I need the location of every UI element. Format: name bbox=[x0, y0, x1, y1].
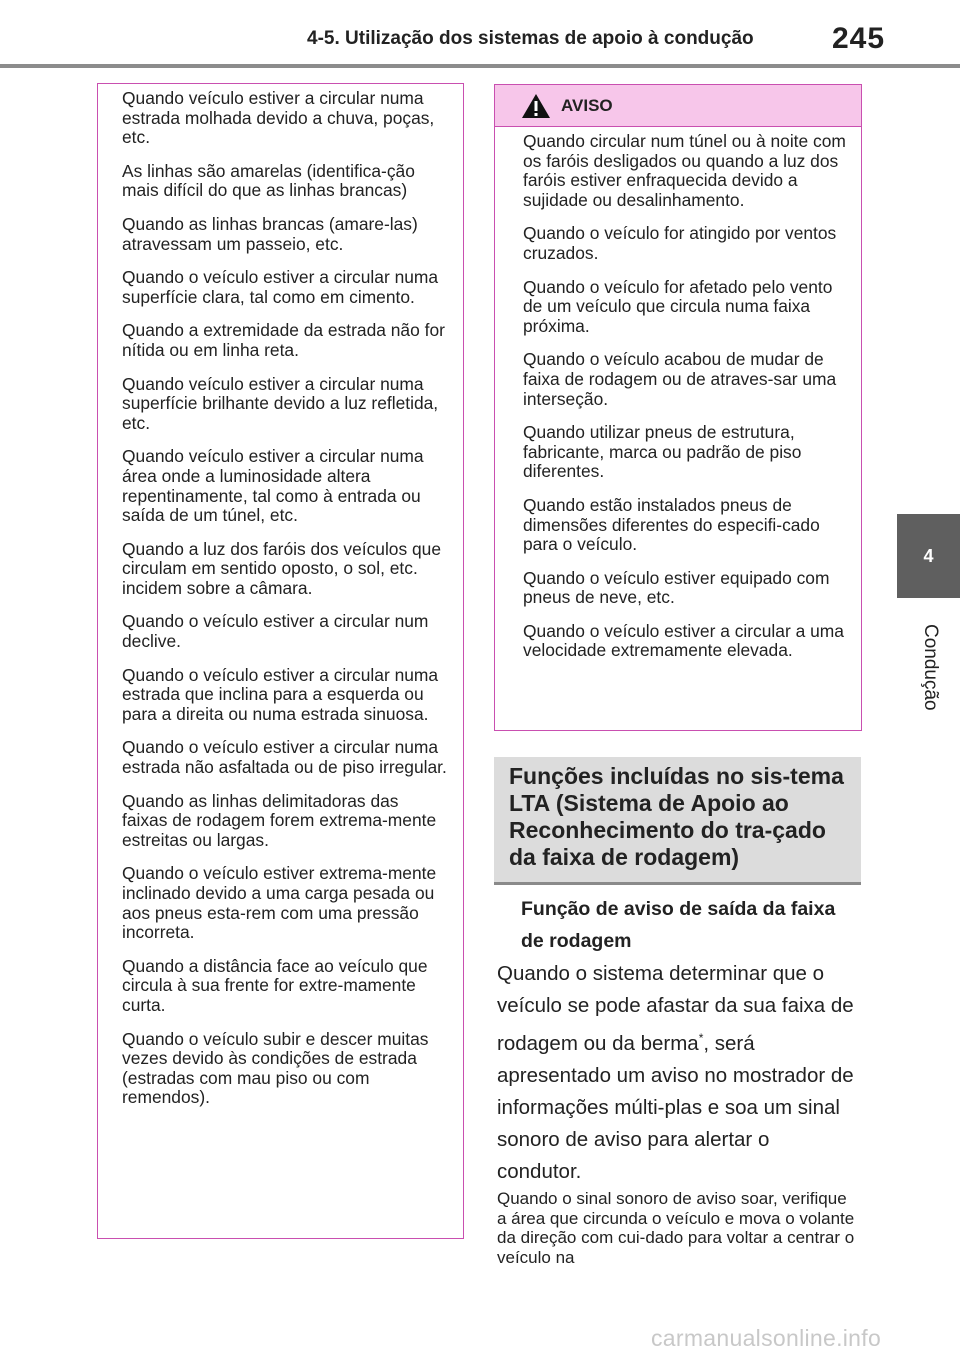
footnote-mark: * bbox=[698, 1031, 704, 1045]
warning-item: Quando utilizar pneus de estrutura, fabricante, marca ou padrão de piso diferentes. bbox=[523, 422, 802, 482]
warning-item: Quando estão instalados pneus de dimensões diferentes do especifi-cado para o veículo. bbox=[523, 494, 820, 555]
warning-box bbox=[494, 84, 862, 731]
watermark: carmanualsonline.info bbox=[651, 1325, 882, 1351]
condition-item: Quando veículo estiver a circular numa estrada molhada devido a chuva, poças, etc. bbox=[122, 88, 435, 148]
warning-header bbox=[495, 85, 861, 127]
condition-item: Quando o veículo estiver extrema-mente inclinado devido a uma carga pesada ou aos pneus esta-rem com uma pressão incorreta. bbox=[122, 863, 437, 943]
chapter-number: 4 bbox=[923, 545, 934, 566]
body-text-part1: Quando o sistema determinar que o veículo se pode afastar da sua faixa de rodagem ou da berma bbox=[497, 962, 854, 1055]
condition-item: Quando o veículo estiver a circular numa estrada não asfaltada ou de piso irregular. bbox=[122, 737, 447, 778]
header-divider bbox=[0, 64, 960, 68]
body-paragraph bbox=[497, 958, 857, 1188]
chapter-label: Condução bbox=[920, 623, 941, 711]
condition-item: Quando o veículo estiver a circular numa estrada que inclina para a esquerda ou para a direita ou numa estrada sinuosa. bbox=[122, 664, 439, 724]
header-title: 4-5. Utilização dos sistemas de apoio à condução bbox=[307, 28, 754, 49]
chapter-tab bbox=[897, 514, 960, 598]
condition-item: Quando as linhas brancas (amare-las) atravessam um passeio, etc. bbox=[122, 213, 418, 254]
warning-label: AVISO bbox=[561, 95, 613, 115]
subsection-heading: Função de aviso de saída da faixa de rodagem bbox=[521, 898, 836, 952]
warning-body bbox=[495, 127, 861, 661]
warning-triangle-icon bbox=[521, 93, 551, 119]
condition-item: Quando a luz dos faróis dos veículos que circulam em sentido oposto, o sol, etc. incidem sobre a câmara. bbox=[122, 538, 442, 598]
warning-item: Quando o veículo acabou de mudar de faixa de rodagem ou de atraves-sar uma interseção. bbox=[523, 349, 837, 409]
warning-item: Quando o veículo for atingido por ventos cruzados. bbox=[523, 223, 837, 263]
conditions-box bbox=[97, 83, 464, 1239]
condition-item: Quando o veículo estiver a circular num declive. bbox=[122, 611, 429, 652]
condition-item: Quando as linhas delimitadoras das faixas de rodagem forem extrema-mente estreitas ou largas. bbox=[122, 790, 437, 850]
condition-item: Quando a extremidade da estrada não for nítida ou em linha reta. bbox=[122, 320, 445, 360]
condition-item: Quando o veículo estiver a circular numa superfície clara, tal como em cimento. bbox=[122, 267, 439, 307]
page-number: 245 bbox=[832, 22, 886, 55]
warning-item: Quando circular num túnel ou à noite com os faróis desligados ou quando a luz dos faróis estiver enfraquecida devido a sujidade ou desalinhamento. bbox=[523, 131, 846, 210]
warning-item: Quando o veículo for afetado pelo vento de um veículo que circula numa faixa próxima. bbox=[523, 276, 833, 336]
warning-item: Quando o veículo estiver equipado com pneus de neve, etc. bbox=[523, 567, 830, 608]
body-text-part2: , será apresentado um aviso no mostrador de informações múlti-plas e soa um sinal sonoro de aviso para alertar o condutor. bbox=[497, 1031, 854, 1183]
condition-item: Quando o veículo subir e descer muitas vezes devido às condições de estrada (estradas com mau piso ou com remendos). bbox=[122, 1028, 429, 1108]
note-paragraph: Quando o sinal sonoro de aviso soar, verifique a área que circunda o veículo e mova o volante da direção com cui-dado para voltar a centrar o veículo na bbox=[497, 1189, 855, 1267]
section-heading: Funções incluídas no sis-tema LTA (Sistema de Apoio ao Reconhecimento do tra-çado da faixa de rodagem) bbox=[494, 757, 861, 885]
condition-item: Quando a distância face ao veículo que circula à sua frente for extre-mamente curta. bbox=[122, 955, 428, 1015]
condition-item: Quando veículo estiver a circular numa superfície brilhante devido a luz refletida, etc. bbox=[122, 373, 439, 433]
condition-item: Quando veículo estiver a circular numa área onde a luminosidade altera repentinamente, tal como à entrada ou saída de um túnel, etc. bbox=[122, 446, 424, 526]
condition-item: As linhas são amarelas (identifica-ção mais difícil do que as linhas brancas) bbox=[122, 160, 415, 201]
warning-item: Quando o veículo estiver a circular a uma velocidade extremamente elevada. bbox=[523, 620, 844, 661]
